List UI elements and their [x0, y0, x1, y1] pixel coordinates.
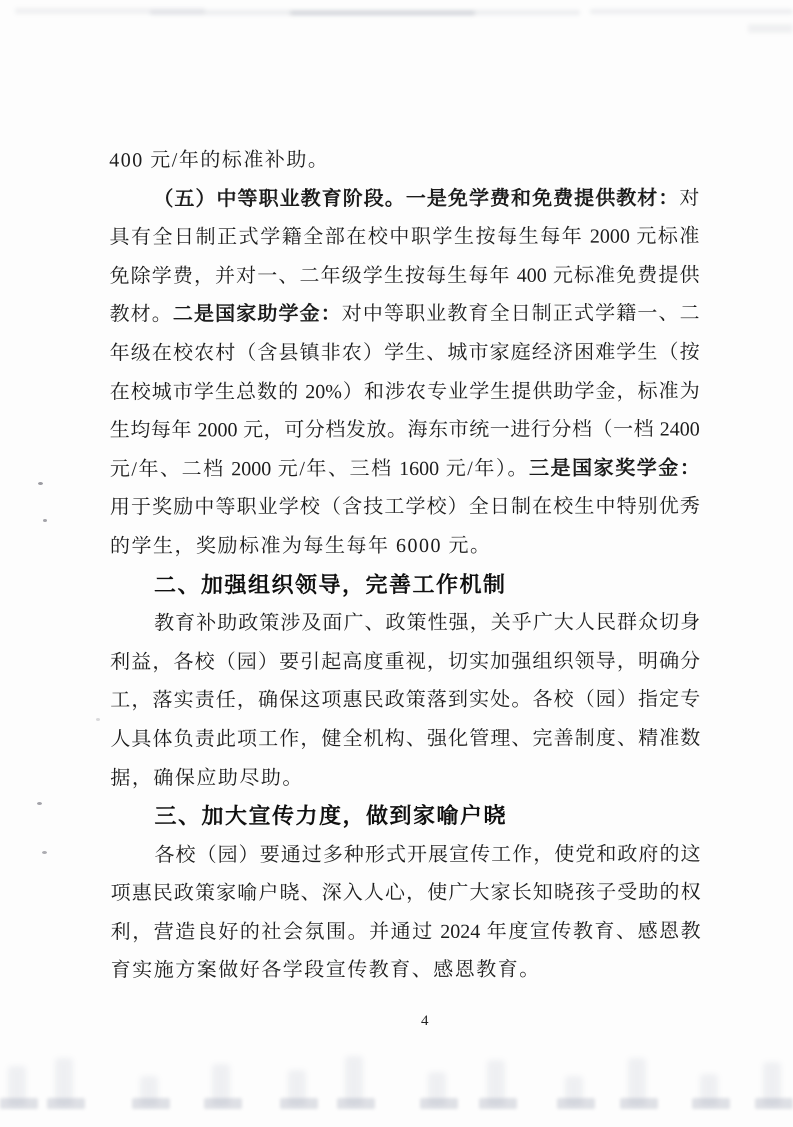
scan-speck — [42, 851, 47, 854]
bleed-base — [204, 1098, 242, 1109]
bleed-base — [620, 1098, 658, 1109]
bleed-streak — [628, 1058, 646, 1106]
scan-smudge-top — [748, 24, 793, 33]
bleed-streak — [55, 1058, 73, 1106]
text-line — [111, 874, 701, 914]
text-run: 工，落实责任，确保这项惠民政策落到实处。各校（园）指定专 — [110, 688, 701, 712]
text-run: 据，确保应助尽助。 — [110, 766, 304, 790]
text-run: 生均每年 2000 元，可分档发放。海东市统一进行分档（一档 2400 — [109, 418, 700, 442]
bleed-streak — [345, 1056, 363, 1106]
text-run: 400 元/年的标准补助。 — [109, 149, 330, 172]
scan-smudge-top — [290, 11, 475, 15]
page-number: 4 — [421, 1013, 429, 1029]
bleed-base — [280, 1098, 318, 1109]
bleed-streak — [700, 1074, 718, 1106]
text-line — [110, 642, 700, 682]
scan-speck — [38, 482, 43, 485]
scan-smudge-top — [590, 9, 793, 14]
scan-speck — [37, 802, 42, 805]
text-line — [110, 488, 700, 528]
bleed-streak — [288, 1070, 306, 1106]
text-run: 各校（园）要通过多种形式开展宣传工作，使党和政府的这 — [154, 843, 701, 867]
bleed-streak — [212, 1064, 230, 1106]
bleed-base — [755, 1098, 793, 1109]
text-run: 对中等职业教育全日制正式学籍一、二 — [341, 302, 700, 326]
text-line — [110, 333, 700, 373]
text-line — [111, 912, 701, 952]
scan-speck — [96, 718, 100, 721]
bleed-base — [47, 1098, 85, 1109]
text-run: 人具体负责此项工作，健全机构、强化管理、完善制度、精准数 — [110, 727, 701, 751]
section-heading — [110, 797, 700, 837]
emphasis-run: 二、加强组织领导，完善工作机制 — [154, 571, 507, 597]
bleed-streak — [8, 1066, 26, 1106]
scan-smudge-top — [150, 10, 580, 15]
bleed-base — [420, 1098, 458, 1109]
text-line — [109, 218, 699, 258]
bleed-base — [479, 1098, 517, 1109]
text-run: 免除学费，并对一、二年级学生按每生每年 400 元标准免费提供 — [109, 264, 700, 288]
emphasis-run: （五）中等职业教育阶段。一是免学费和免费提供教材： — [153, 187, 680, 211]
text-line — [110, 449, 700, 489]
bleed-base — [557, 1098, 595, 1109]
scan-speck — [43, 519, 47, 522]
scan-smudge-top — [15, 8, 205, 14]
text-line — [110, 411, 700, 451]
text-run: 的学生，奖励标准为每生每年 6000 元。 — [109, 534, 492, 558]
text-line — [110, 526, 700, 566]
text-line — [109, 256, 699, 296]
text-run: 教育补助政策涉及面广、政策性强，关乎广大人民群众切身 — [154, 611, 701, 635]
text-line — [109, 140, 699, 180]
bleed-streak — [428, 1072, 446, 1106]
text-line — [110, 758, 700, 798]
text-line — [110, 719, 700, 759]
text-run: 利，营造良好的社会氛围。并通过 2024 年度宣传教育、感恩教 — [110, 920, 701, 944]
text-block — [109, 140, 700, 990]
text-run: 元/年、二档 2000 元/年、三档 1600 元/年）。 — [109, 457, 530, 481]
bleed-base — [337, 1098, 375, 1109]
text-line — [110, 681, 700, 721]
text-run: 育实施方案做好各学段宣传教育、感恩教育。 — [110, 959, 541, 982]
bleed-base — [692, 1098, 730, 1109]
text-line — [110, 604, 700, 644]
bleed-streak — [140, 1076, 158, 1106]
text-line — [110, 372, 700, 412]
text-run: 对 — [679, 187, 700, 210]
text-run: 项惠民政策家喻户晓、深入人心，使广大家长知晓孩子受助的权 — [110, 881, 701, 905]
text-run: 利益，各校（园）要引起高度重视，切实加强组织领导，明确分 — [110, 650, 701, 674]
bleed-streak — [565, 1076, 583, 1106]
text-run: 用于奖励中等职业学校（含技工学校）全日制在校生中特别优秀 — [109, 495, 700, 519]
emphasis-run: 三、加大宣传力度，做到家喻户晓 — [154, 802, 507, 829]
bleed-base — [132, 1098, 170, 1109]
text-run: 年级在校农村（含县镇非农）学生、城市家庭经济困难学生（按 — [109, 341, 700, 365]
text-line — [110, 835, 700, 875]
text-run: 在校城市学生总数的 20%）和涉农专业学生提供助学金，标准为 — [109, 380, 700, 404]
bleed-streak — [487, 1060, 505, 1106]
text-run: 教材。 — [109, 303, 173, 326]
section-heading — [110, 565, 700, 605]
emphasis-run: 三是国家奖学金： — [528, 457, 700, 480]
bleed-base — [0, 1098, 38, 1109]
bleed-streak — [763, 1062, 781, 1106]
text-line — [111, 951, 701, 991]
emphasis-run: 二是国家助学金： — [172, 303, 342, 326]
text-line — [109, 179, 699, 219]
text-line — [110, 295, 700, 335]
text-run: 具有全日制正式学籍全部在校中职学生按每生每年 2000 元标准 — [109, 225, 700, 249]
